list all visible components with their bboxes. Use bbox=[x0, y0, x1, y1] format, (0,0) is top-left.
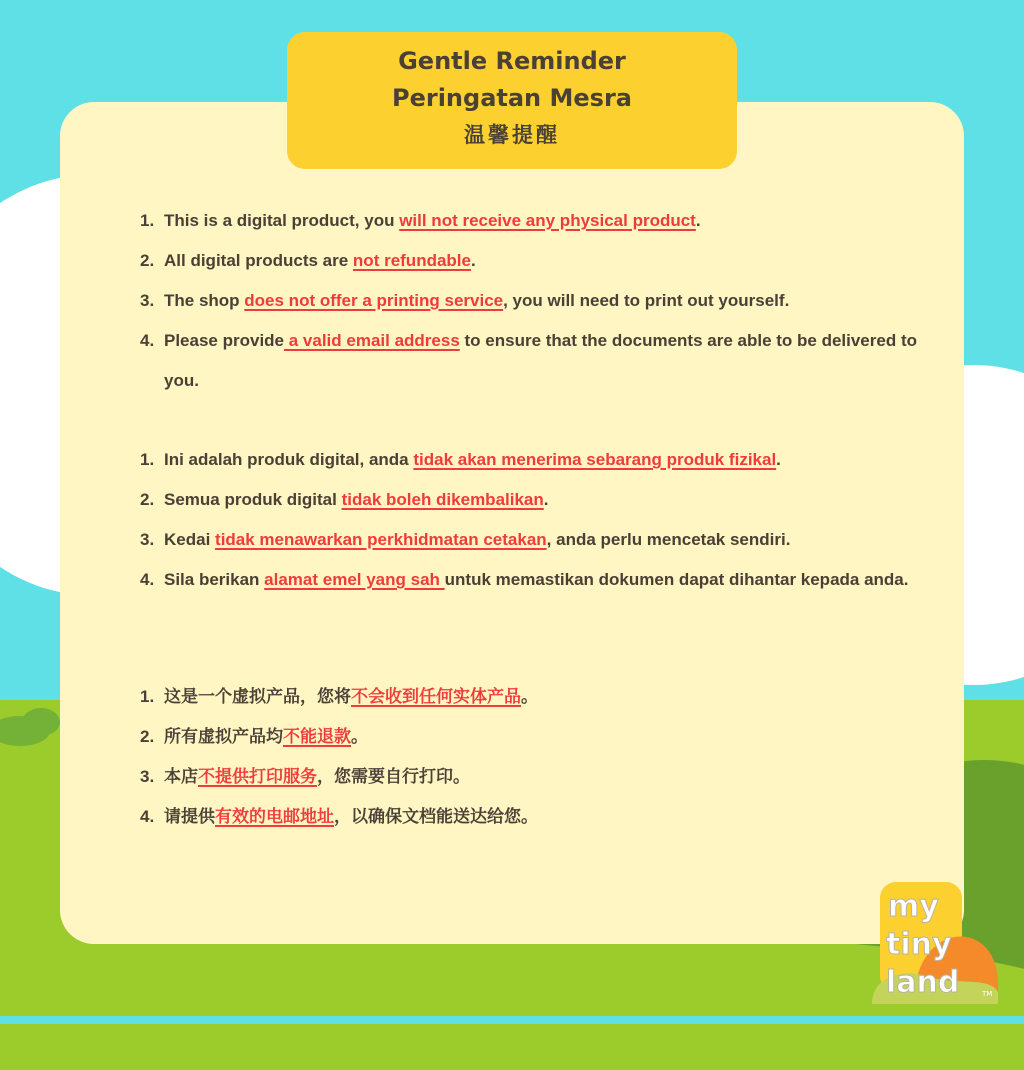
list-item bbox=[140, 201, 924, 241]
item-highlight: a valid email address bbox=[284, 331, 460, 350]
item-text: , anda perlu mencetak sendiri. bbox=[546, 530, 791, 549]
list-item bbox=[140, 241, 924, 281]
english-reminder-list bbox=[140, 201, 924, 401]
logo-text-land: land bbox=[886, 965, 960, 1000]
bottom-strip bbox=[0, 1016, 1024, 1024]
item-text: . bbox=[695, 211, 701, 230]
item-highlight: tidak boleh dikembalikan bbox=[341, 490, 544, 509]
item-number: 4. bbox=[140, 570, 155, 589]
item-text: . bbox=[543, 490, 549, 509]
list-item bbox=[140, 321, 924, 401]
my-tiny-land-logo bbox=[870, 880, 1000, 1006]
item-highlight: tidak akan menerima sebarang produk fizikal bbox=[413, 450, 777, 469]
chinese-reminder-list bbox=[140, 677, 924, 837]
list-item bbox=[140, 797, 924, 837]
item-number: 2. bbox=[140, 251, 155, 270]
item-text: 。 bbox=[351, 727, 368, 746]
item-highlight: does not offer a printing service bbox=[244, 291, 504, 310]
title-english: Gentle Reminder bbox=[398, 47, 626, 75]
item-text: 本店 bbox=[164, 767, 198, 786]
malay-reminder-list bbox=[140, 440, 924, 600]
bush bbox=[22, 708, 60, 736]
item-highlight: 不提供打印服务 bbox=[198, 767, 317, 786]
title-banner bbox=[287, 32, 737, 169]
item-text: . bbox=[470, 251, 476, 270]
list-item bbox=[140, 717, 924, 757]
list-item bbox=[140, 560, 924, 600]
item-highlight: 不能退款 bbox=[283, 727, 351, 746]
item-number: 4. bbox=[140, 331, 155, 350]
item-number: 1. bbox=[140, 687, 155, 706]
list-item bbox=[140, 520, 924, 560]
item-number: 2. bbox=[140, 490, 155, 509]
list-item bbox=[140, 677, 924, 717]
item-number: 3. bbox=[140, 767, 155, 786]
item-highlight: 有效的电邮地址 bbox=[215, 807, 334, 826]
list-item bbox=[140, 757, 924, 797]
bush bbox=[996, 776, 1022, 816]
item-highlight: not refundable bbox=[352, 251, 471, 270]
item-text: 所有虚拟产品均 bbox=[164, 727, 283, 746]
logo-text-tiny: tiny bbox=[886, 927, 952, 962]
item-text: 。 bbox=[521, 687, 538, 706]
item-text: 这是一个虚拟产品，您将 bbox=[164, 687, 351, 706]
title-malay: Peringatan Mesra bbox=[392, 84, 632, 112]
item-text: . bbox=[776, 450, 781, 469]
item-text: All digital products are bbox=[164, 251, 353, 270]
item-text: ，以确保文档能送达给您。 bbox=[334, 807, 538, 826]
list-item bbox=[140, 281, 924, 321]
item-text: Please provide bbox=[164, 331, 285, 350]
item-number: 2. bbox=[140, 727, 155, 746]
item-text: Kedai bbox=[164, 530, 216, 549]
item-highlight: alamat emel yang sah bbox=[264, 570, 445, 589]
item-number: 3. bbox=[140, 530, 155, 549]
item-text: The shop bbox=[164, 291, 245, 310]
item-text: ，您需要自行打印。 bbox=[317, 767, 470, 786]
item-number: 4. bbox=[140, 807, 155, 826]
item-highlight: will not receive any physical product bbox=[399, 211, 696, 230]
item-number: 1. bbox=[140, 211, 155, 230]
item-text: 请提供 bbox=[164, 807, 215, 826]
item-highlight: 不会收到任何实体产品 bbox=[351, 687, 521, 706]
item-text: Ini adalah produk digital, anda bbox=[164, 450, 414, 469]
item-number: 1. bbox=[140, 450, 155, 469]
title-chinese: 温馨提醒 bbox=[464, 123, 560, 147]
item-highlight: tidak menawarkan perkhidmatan cetakan bbox=[215, 530, 547, 549]
item-text: Sila berikan bbox=[164, 570, 265, 589]
item-text: This is a digital product, you bbox=[164, 211, 400, 230]
item-text: , you will need to print out yourself. bbox=[503, 291, 790, 310]
item-number: 3. bbox=[140, 291, 155, 310]
list-item bbox=[140, 440, 924, 480]
item-text: Semua produk digital bbox=[164, 490, 342, 509]
logo-trademark: TM bbox=[982, 990, 993, 998]
item-text: to ensure that the documents are able to be delivered to you. bbox=[164, 331, 917, 390]
list-item bbox=[140, 480, 924, 520]
logo-text-my: my bbox=[888, 889, 939, 924]
item-text: untuk memastikan dokumen dapat dihantar kepada anda. bbox=[444, 570, 909, 589]
